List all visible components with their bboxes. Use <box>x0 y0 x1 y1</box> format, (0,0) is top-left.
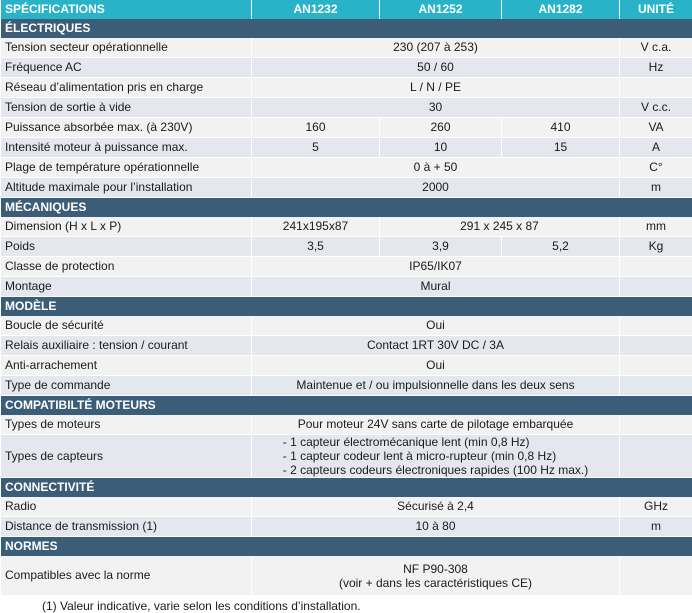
row-value-an1232: 160 <box>252 118 380 138</box>
section-norms <box>1 537 692 557</box>
row-unit: V c.c. <box>620 98 692 118</box>
section-title: MODÈLE <box>1 297 692 317</box>
table-row <box>1 257 692 277</box>
section-mechanical <box>1 198 692 218</box>
table-row <box>1 217 692 237</box>
row-label: Relais auxiliaire : tension / courant <box>1 336 252 356</box>
row-unit: A <box>620 138 692 158</box>
list-item: - 1 capteur codeur lent à micro-rupteur (min 0,8 Hz) <box>283 449 588 463</box>
row-value: IP65/IK07 <box>252 257 620 277</box>
table-row <box>1 78 692 98</box>
row-value: 0 à + 50 <box>252 158 620 178</box>
row-label: Distance de transmission (1) <box>1 517 252 537</box>
row-value: 50 / 60 <box>252 58 620 78</box>
row-label: Boucle de sécurité <box>1 316 252 336</box>
row-label: Types de capteurs <box>1 435 252 478</box>
row-label: Poids <box>1 237 252 257</box>
row-unit: C° <box>620 158 692 178</box>
section-title: CONNECTIVITÉ <box>1 478 692 498</box>
row-value-an1232: 3,5 <box>252 237 380 257</box>
row-unit: m <box>620 178 692 198</box>
table-row <box>1 98 692 118</box>
header-row <box>1 0 692 19</box>
row-value: Mural <box>252 277 620 297</box>
section-title: NORMES <box>1 537 692 557</box>
table-row <box>1 356 692 376</box>
table-row <box>1 556 692 596</box>
table-row <box>1 178 692 198</box>
row-label: Types de moteurs <box>1 415 252 435</box>
row-label: Tension secteur opérationnelle <box>1 38 252 58</box>
row-label: Puissance absorbée max. (à 230V) <box>1 118 252 138</box>
row-unit <box>620 376 692 396</box>
row-value-an1232: 241x195x87 <box>252 217 380 237</box>
row-label: Plage de température opérationnelle <box>1 158 252 178</box>
table-row <box>1 517 692 537</box>
row-unit <box>620 316 692 336</box>
section-motor-compatibility <box>1 396 692 416</box>
header-model-an1252: AN1252 <box>380 0 502 19</box>
table-row <box>1 38 692 58</box>
row-unit <box>620 356 692 376</box>
row-label: Anti-arrachement <box>1 356 252 376</box>
row-label: Tension de sortie à vide <box>1 98 252 118</box>
row-unit: m <box>620 517 692 537</box>
row-value <box>252 556 620 596</box>
row-value: Oui <box>252 316 620 336</box>
row-unit: V c.a. <box>620 38 692 58</box>
row-value: Sécurisé à 2,4 <box>252 497 620 517</box>
row-value: 230 (207 à 253) <box>252 38 620 58</box>
row-label: Altitude maximale pour l’installation <box>1 178 252 198</box>
section-title: COMPATIBILTÉ MOTEURS <box>1 396 692 416</box>
row-label: Intensité moteur à puissance max. <box>1 138 252 158</box>
row-unit <box>620 78 692 98</box>
row-label: Compatibles avec la norme <box>1 556 252 596</box>
table-row <box>1 277 692 297</box>
table-row <box>1 158 692 178</box>
header-unit: UNITÉ <box>620 0 692 19</box>
table-row <box>1 237 692 257</box>
header-specifications: SPÉCIFICATIONS <box>1 0 252 19</box>
table-row <box>1 376 692 396</box>
norm-note: (voir + dans les caractéristiques CE) <box>256 576 615 590</box>
row-value: Oui <box>252 356 620 376</box>
row-value: 30 <box>252 98 620 118</box>
norm-name: NF P90-308 <box>256 562 615 576</box>
row-unit <box>620 277 692 297</box>
row-value-an1252: 260 <box>380 118 502 138</box>
row-label: Type de commande <box>1 376 252 396</box>
row-unit <box>620 435 692 478</box>
header-model-an1282: AN1282 <box>502 0 620 19</box>
table-row <box>1 58 692 78</box>
row-label: Dimension (H x L x P) <box>1 217 252 237</box>
list-item: - 1 capteur électromécanique lent (min 0,8 Hz) <box>283 435 588 449</box>
section-title: MÉCANIQUES <box>1 198 692 218</box>
row-unit: GHz <box>620 497 692 517</box>
row-label: Montage <box>1 277 252 297</box>
footnote: (1) Valeur indicative, varie selon les conditions d’installation. <box>0 596 692 613</box>
table-row <box>1 497 692 517</box>
row-value-an1252: 3,9 <box>380 237 502 257</box>
row-unit <box>620 257 692 277</box>
sensor-list <box>283 435 588 477</box>
row-value-an1282: 5,2 <box>502 237 620 257</box>
row-value-an1282: 410 <box>502 118 620 138</box>
row-label: Réseau d’alimentation pris en charge <box>1 78 252 98</box>
section-connectivity <box>1 478 692 498</box>
row-value-an1252: 10 <box>380 138 502 158</box>
row-value: Maintenue et / ou impulsionnelle dans les deux sens <box>252 376 620 396</box>
row-value-an1282: 15 <box>502 138 620 158</box>
row-value-an1232: 5 <box>252 138 380 158</box>
section-electrical <box>1 19 692 38</box>
row-unit <box>620 556 692 596</box>
row-value: L / N / PE <box>252 78 620 98</box>
table-row <box>1 435 692 478</box>
section-title: ÉLECTRIQUES <box>1 19 692 38</box>
section-model <box>1 297 692 317</box>
row-unit <box>620 415 692 435</box>
row-label: Classe de protection <box>1 257 252 277</box>
row-value: 2000 <box>252 178 620 198</box>
row-value: 10 à 80 <box>252 517 620 537</box>
row-label: Radio <box>1 497 252 517</box>
table-row <box>1 415 692 435</box>
row-unit: Kg <box>620 237 692 257</box>
table-row <box>1 336 692 356</box>
table-row <box>1 118 692 138</box>
table-row <box>1 316 692 336</box>
row-value-an1252-an1282: 291 x 245 x 87 <box>380 217 620 237</box>
row-value <box>252 435 620 478</box>
list-item: - 2 capteurs codeurs électroniques rapides (100 Hz max.) <box>283 463 588 477</box>
row-unit: Hz <box>620 58 692 78</box>
row-unit <box>620 336 692 356</box>
header-model-an1232: AN1232 <box>252 0 380 19</box>
row-value: Contact 1RT 30V DC / 3A <box>252 336 620 356</box>
row-value: Pour moteur 24V sans carte de pilotage embarquée <box>252 415 620 435</box>
row-unit: VA <box>620 118 692 138</box>
row-unit: mm <box>620 217 692 237</box>
row-label: Fréquence AC <box>1 58 252 78</box>
table-row <box>1 138 692 158</box>
